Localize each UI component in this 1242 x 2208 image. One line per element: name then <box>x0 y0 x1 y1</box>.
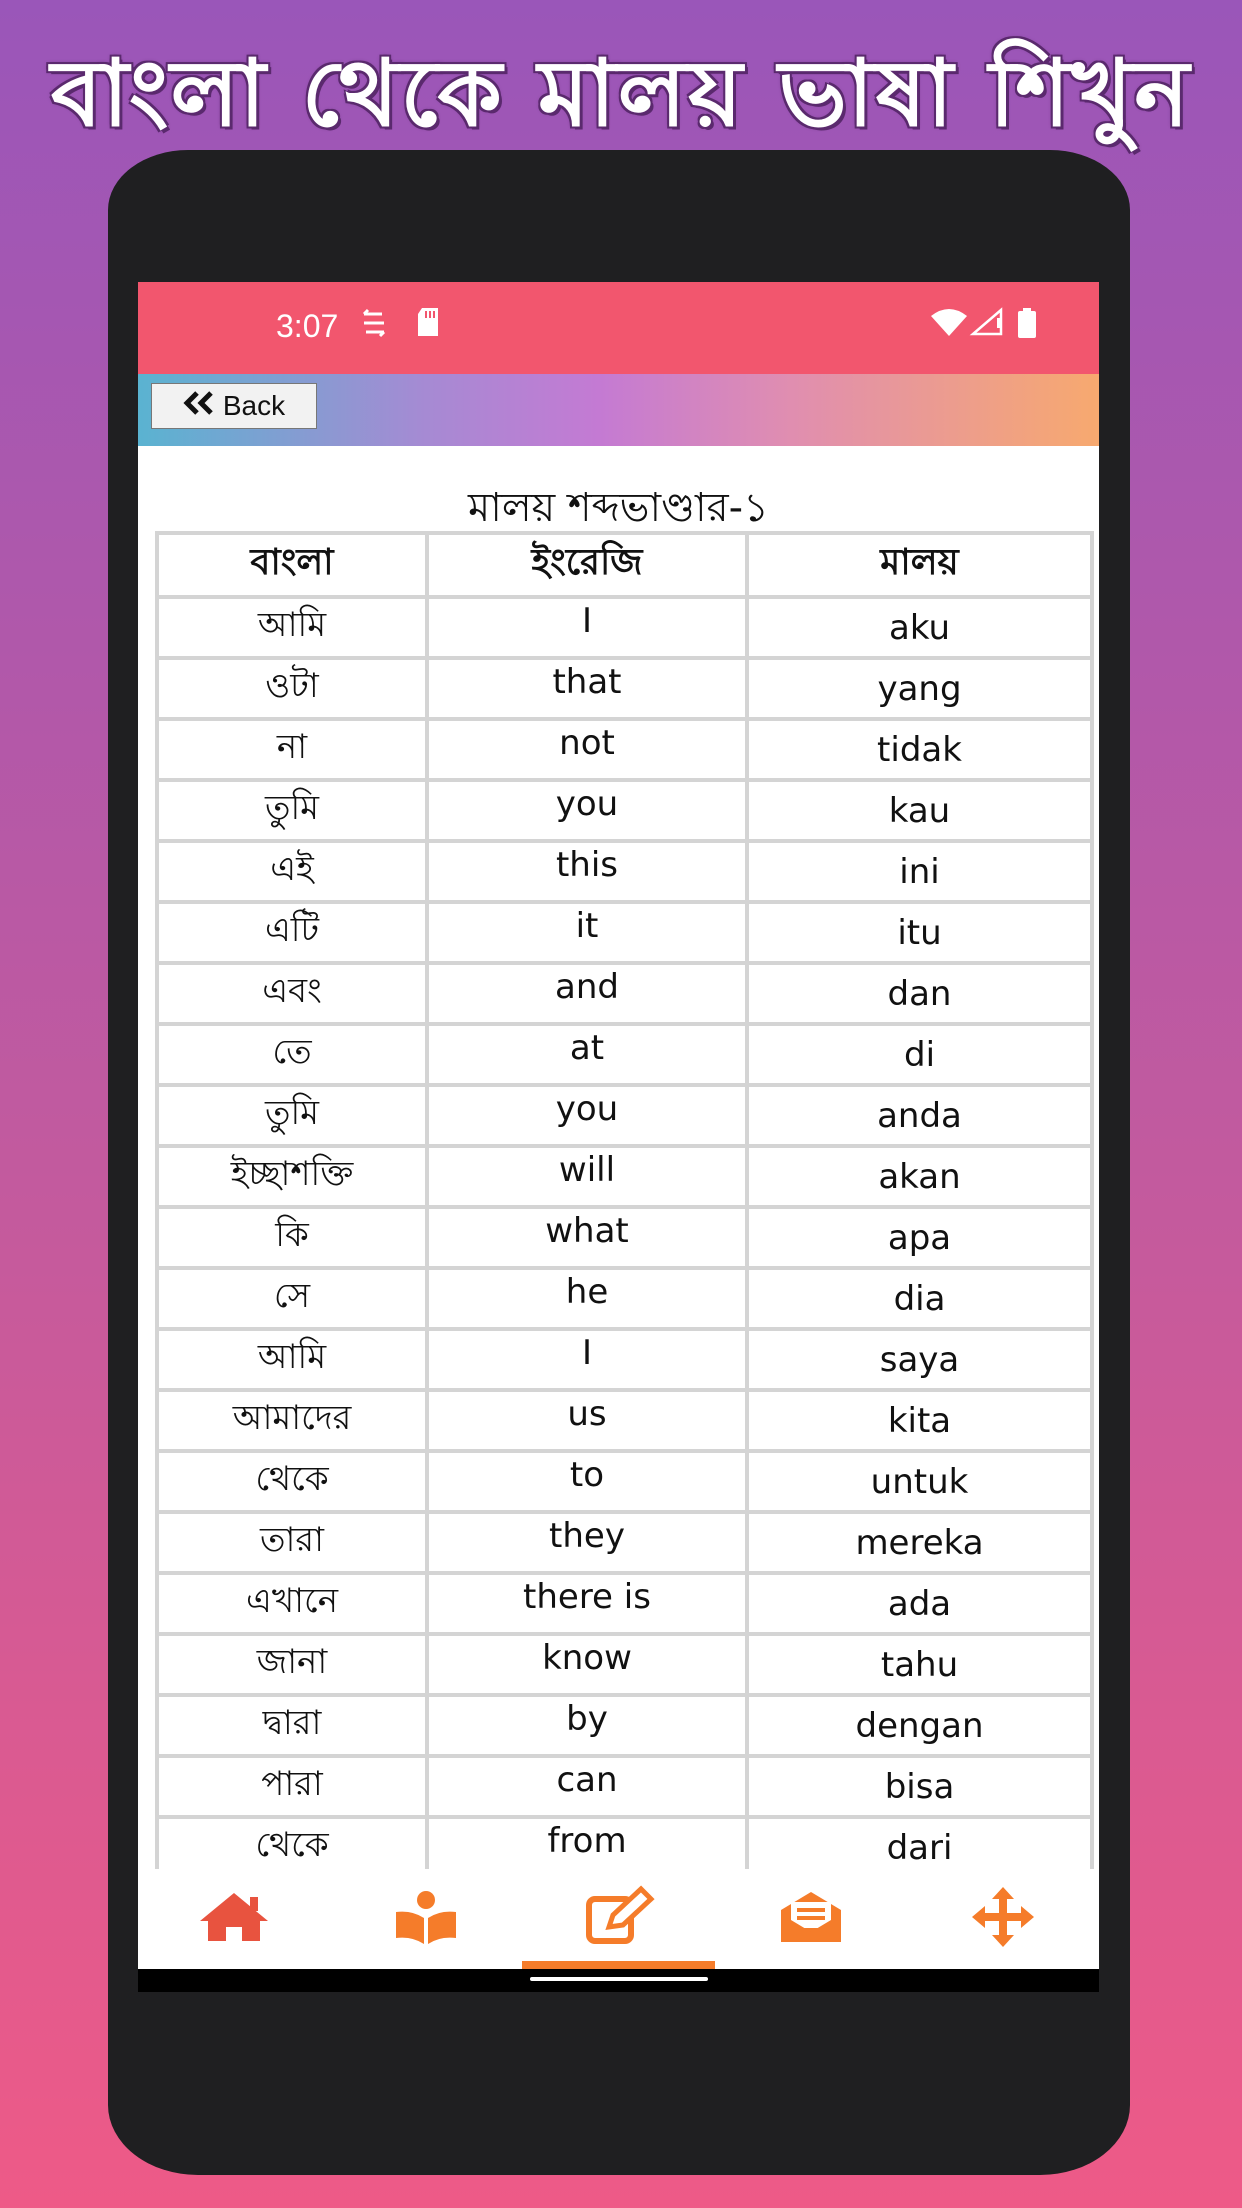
table-row <box>157 1024 1092 1085</box>
cell-malay: mereka <box>747 1512 1092 1573</box>
back-button[interactable] <box>151 383 317 429</box>
cell-english: it <box>427 902 747 963</box>
cell-bangla: এখানে <box>157 1573 427 1634</box>
cell-malay: dan <box>747 963 1092 1024</box>
table-row <box>157 1756 1092 1817</box>
cell-bangla: না <box>157 719 427 780</box>
header-english: ইংরেজি <box>427 533 747 597</box>
cell-bangla: দ্বারা <box>157 1695 427 1756</box>
header-malay: মালয় <box>747 533 1092 597</box>
table-row <box>157 658 1092 719</box>
status-bar <box>138 282 1099 374</box>
double-chevron-left-icon <box>183 390 217 422</box>
edit-icon <box>583 1889 655 1949</box>
cell-bangla: তারা <box>157 1512 427 1573</box>
cell-english: at <box>427 1024 747 1085</box>
bottom-navigation <box>138 1869 1099 1969</box>
cell-english: there is <box>427 1573 747 1634</box>
cell-malay: kita <box>747 1390 1092 1451</box>
home-gesture-handle[interactable] <box>530 1977 708 1981</box>
cell-bangla: থেকে <box>157 1451 427 1512</box>
battery-icon <box>1018 308 1036 346</box>
cell-english: from <box>427 1817 747 1878</box>
content-scroll-area[interactable] <box>138 446 1099 1868</box>
table-row <box>157 902 1092 963</box>
table-row <box>157 1146 1092 1207</box>
cell-english: you <box>427 1085 747 1146</box>
cell-english: can <box>427 1756 747 1817</box>
nav-messages[interactable] <box>715 1869 907 1969</box>
cell-english: he <box>427 1268 747 1329</box>
table-row <box>157 963 1092 1024</box>
cell-malay: dia <box>747 1268 1092 1329</box>
signal-icon <box>971 308 1003 344</box>
cell-english: know <box>427 1634 747 1695</box>
cell-bangla: আমি <box>157 597 427 658</box>
cell-bangla: এবং <box>157 963 427 1024</box>
table-row <box>157 1451 1092 1512</box>
nav-home[interactable] <box>138 1869 330 1969</box>
page-title: মালয় শব্দভাণ্ডার-১ <box>468 485 769 531</box>
cell-malay: tahu <box>747 1634 1092 1695</box>
cell-bangla: জানা <box>157 1634 427 1695</box>
cell-bangla: তে <box>157 1024 427 1085</box>
cell-bangla: সে <box>157 1268 427 1329</box>
header-bangla: বাংলা <box>157 533 427 597</box>
table-row <box>157 1695 1092 1756</box>
cell-bangla: কি <box>157 1207 427 1268</box>
cell-bangla: ইচ্ছাশক্তি <box>157 1146 427 1207</box>
cell-english: I <box>427 1329 747 1390</box>
table-row <box>157 1329 1092 1390</box>
vocabulary-table <box>155 531 1094 1880</box>
cell-english: and <box>427 963 747 1024</box>
cell-bangla: তুমি <box>157 780 427 841</box>
cell-malay: ini <box>747 841 1092 902</box>
table-row <box>157 780 1092 841</box>
nav-more[interactable] <box>907 1869 1099 1969</box>
cell-malay: di <box>747 1024 1092 1085</box>
cell-english: they <box>427 1512 747 1573</box>
table-row <box>157 1512 1092 1573</box>
cell-malay: apa <box>747 1207 1092 1268</box>
sync-icon <box>360 308 388 346</box>
cell-malay: dengan <box>747 1695 1092 1756</box>
cell-bangla: ওটা <box>157 658 427 719</box>
cell-english: will <box>427 1146 747 1207</box>
table-row <box>157 1207 1092 1268</box>
gesture-navigation-bar <box>138 1969 1099 1992</box>
cell-english: you <box>427 780 747 841</box>
cell-english: by <box>427 1695 747 1756</box>
home-icon <box>198 1891 270 1947</box>
cell-bangla: তুমি <box>157 1085 427 1146</box>
wifi-icon <box>931 308 967 344</box>
cell-bangla: আমি <box>157 1329 427 1390</box>
table-row <box>157 841 1092 902</box>
cell-english: I <box>427 597 747 658</box>
table-row <box>157 1634 1092 1695</box>
nav-practice[interactable] <box>522 1869 714 1969</box>
nav-learn[interactable] <box>330 1869 522 1969</box>
app-bar <box>138 374 1099 446</box>
app-screen <box>138 282 1099 1992</box>
cell-english: that <box>427 658 747 719</box>
cell-malay: saya <box>747 1329 1092 1390</box>
book-reader-icon <box>394 1890 458 1948</box>
cell-malay: akan <box>747 1146 1092 1207</box>
cell-english: to <box>427 1451 747 1512</box>
table-row <box>157 1390 1092 1451</box>
cell-malay: aku <box>747 597 1092 658</box>
cell-malay: untuk <box>747 1451 1092 1512</box>
back-label: Back <box>222 390 286 421</box>
table-row <box>157 719 1092 780</box>
envelope-open-icon <box>779 1890 843 1948</box>
cell-bangla: আমাদের <box>157 1390 427 1451</box>
cell-malay: bisa <box>747 1756 1092 1817</box>
sd-card-icon <box>416 308 440 344</box>
cell-bangla: এই <box>157 841 427 902</box>
cell-bangla: এটি <box>157 902 427 963</box>
cell-english: what <box>427 1207 747 1268</box>
cell-malay: ada <box>747 1573 1092 1634</box>
cell-malay: itu <box>747 902 1092 963</box>
cell-bangla: থেকে <box>157 1817 427 1878</box>
status-time: 3:07 <box>276 308 339 344</box>
table-row <box>157 1085 1092 1146</box>
table-row <box>157 1573 1092 1634</box>
cell-malay: yang <box>747 658 1092 719</box>
move-arrows-icon <box>972 1887 1034 1951</box>
cell-malay: kau <box>747 780 1092 841</box>
cell-malay: dari <box>747 1817 1092 1878</box>
cell-english: this <box>427 841 747 902</box>
cell-bangla: পারা <box>157 1756 427 1817</box>
table-row <box>157 1268 1092 1329</box>
cell-malay: tidak <box>747 719 1092 780</box>
table-row <box>157 597 1092 658</box>
table-header-row <box>157 533 1092 597</box>
cell-english: us <box>427 1390 747 1451</box>
banner-title: বাংলা থেকে মালয় ভাষা শিখুন <box>50 40 1192 147</box>
cell-malay: anda <box>747 1085 1092 1146</box>
cell-english: not <box>427 719 747 780</box>
